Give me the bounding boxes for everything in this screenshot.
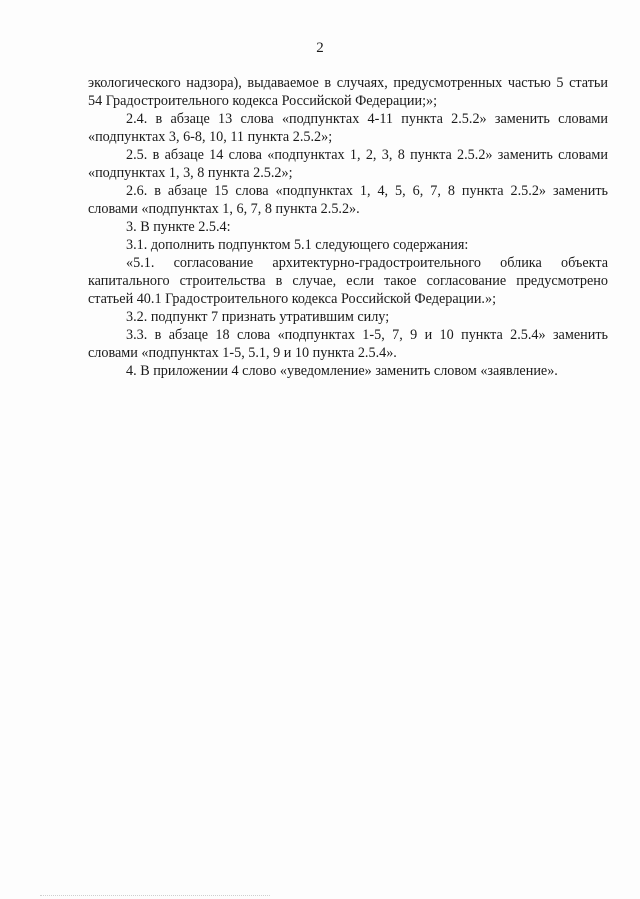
document-body [88, 74, 608, 380]
page-number: 2 [316, 40, 324, 56]
paragraph-3-2: 3.2. подпункт 7 признать утратившим силу; [126, 309, 390, 325]
paragraph-3: 3. В пункте 2.5.4: [126, 219, 231, 235]
paragraph-2-6: 2.6. в абзаце 15 слова «подпунктах 1, 4, 5, 6, 7, 8 пункта 2.5.2» заменить словами «подпунктах 1, 6, 7, 8 пункта 2.5.2». [88, 183, 608, 217]
paragraph-4: 4. В приложении 4 слово «уведомление» заменить словом «заявление». [126, 363, 558, 379]
paragraph-2-5: 2.5. в абзаце 14 слова «подпунктах 1, 2, 3, 8 пункта 2.5.2» заменить словами «подпунктах 1, 3, 8 пункта 2.5.2»; [88, 147, 608, 181]
paragraph-continuation: экологического надзора), выдаваемое в случаях, предусмотренных частью 5 статьи 54 Градостроительного кодекса Российской Федерации;»; [88, 75, 608, 109]
paragraph-5-1-quote: «5.1. согласование архитектурно-градостроительного облика объекта капитального строительства в случае, если такое согласование предусмотрено статьей 40.1 Градостроительного кодекса Российской Федерации.»; [88, 255, 608, 307]
paragraph-3-3: 3.3. в абзаце 18 слова «подпунктах 1-5, 7, 9 и 10 пункта 2.5.4» заменить словами «подпунктах 1-5, 5.1, 9 и 10 пункта 2.5.4». [88, 327, 608, 361]
footer-divider [40, 895, 270, 896]
paragraph-2-4: 2.4. в абзаце 13 слова «подпунктах 4-11 пункта 2.5.2» заменить словами «подпунктах 3, 6-8, 10, 11 пункта 2.5.2»; [88, 111, 608, 145]
paragraph-3-1: 3.1. дополнить подпунктом 5.1 следующего содержания: [126, 237, 469, 253]
